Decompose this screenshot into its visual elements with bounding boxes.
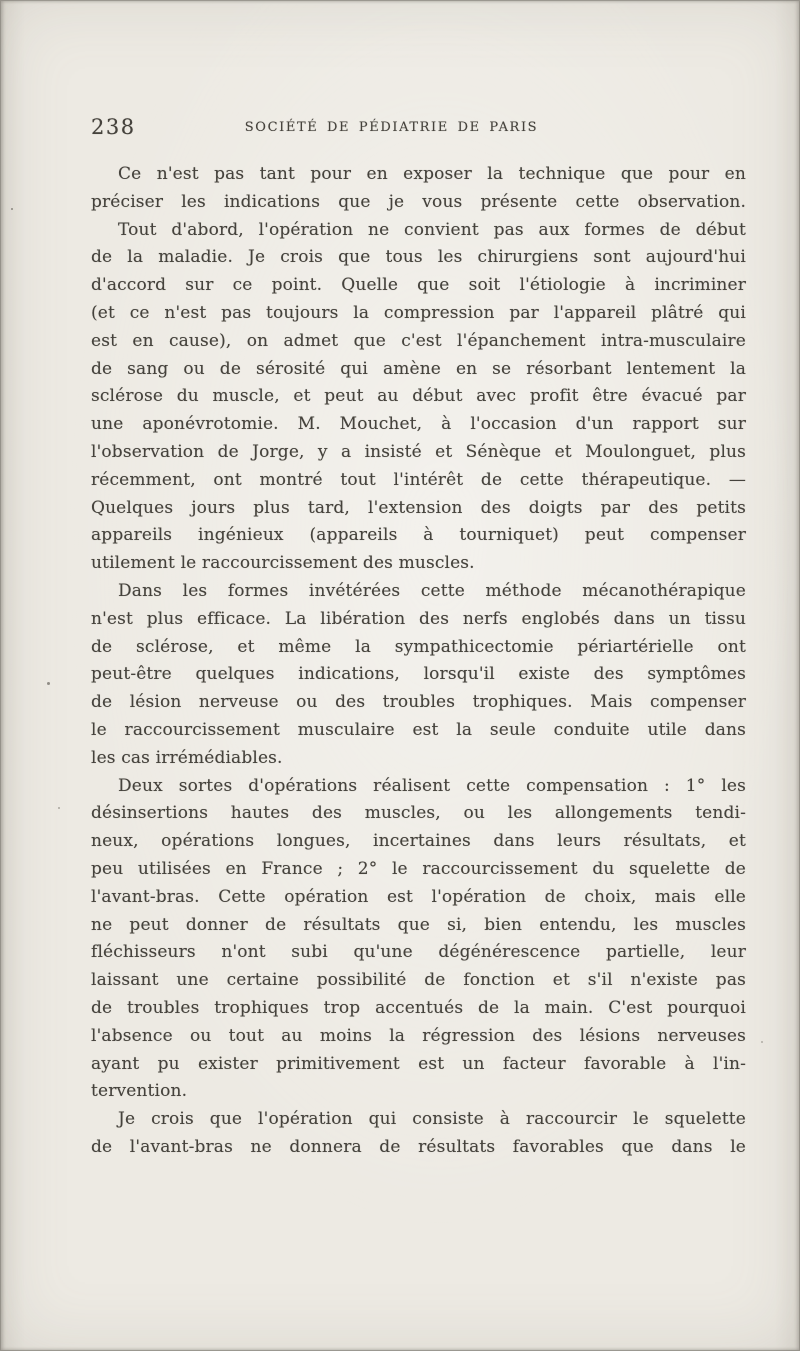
body-text <box>91 161 746 1162</box>
text-line: Ce n'est pas tant pour en exposer la technique que pour en <box>118 164 746 184</box>
text-line: tervention. <box>91 1081 188 1102</box>
text-line: récemment, ont montré tout l'intérêt de cette thérapeutique. — <box>91 469 746 490</box>
text-line: neux, opérations longues, incertaines dans leurs résultats, et <box>91 831 746 852</box>
text-line: Quelques jours plus tard, l'extension des doigts par des petits <box>91 497 746 518</box>
scan-speck <box>47 682 50 685</box>
paragraph <box>91 773 746 1107</box>
text-line: de sang ou de sérosité qui amène en se résorbant lentement la <box>91 358 746 379</box>
text-line: de troubles trophiques trop accentués de la main. C'est pourquoi <box>91 997 746 1018</box>
scan-speck <box>58 807 60 809</box>
text-line: n'est plus efficace. La libération des nerfs englobés dans un tissu <box>91 608 746 629</box>
text-line: préciser les indications que je vous présente cette observation. <box>91 191 746 212</box>
text-line: de la maladie. Je crois que tous les chirurgiens sont aujourd'hui <box>91 247 746 268</box>
text-line: de sclérose, et même la sympathicectomie périartérielle ont <box>91 636 746 657</box>
text-line: ayant pu exister primitivement est un facteur favorable à l'in- <box>91 1053 746 1074</box>
text-line: Deux sortes d'opérations réalisent cette compensation : 1° les <box>118 775 746 796</box>
text-line: sclérose du muscle, et peut au début avec profit être évacué par <box>91 386 746 407</box>
text-line: peu utilisées en France ; 2° le raccourcissement du squelette de <box>91 858 746 879</box>
text-line: l'observation de Jorge, y a insisté et Sénèque et Moulonguet, plus <box>91 441 746 462</box>
text-line: le raccourcissement musculaire est la seule conduite utile dans <box>91 719 746 740</box>
paragraph <box>91 217 746 578</box>
text-line: ne peut donner de résultats que si, bien entendu, les muscles <box>91 914 746 935</box>
text-line: fléchisseurs n'ont subi qu'une dégénérescence partielle, leur <box>91 942 746 963</box>
text-line: Tout d'abord, l'opération ne convient pas aux formes de début <box>118 219 746 240</box>
text-line: de l'avant-bras ne donnera de résultats favorables que dans le <box>91 1136 746 1157</box>
text-line: l'avant-bras. Cette opération est l'opération de choix, mais elle <box>91 886 746 907</box>
text-line: (et ce n'est pas toujours la compression par l'appareil plâtré qui <box>91 302 746 323</box>
scan-speck <box>11 208 13 210</box>
text-line: d'accord sur ce point. Quelle que soit l'étiologie à incriminer <box>91 275 746 296</box>
running-title: SOCIÉTÉ DE PÉDIATRIE DE PARIS <box>244 120 539 135</box>
text-line: l'absence ou tout au moins la régression des lésions nerveuses <box>91 1025 746 1046</box>
text-line: Je crois que l'opération qui consiste à raccourcir le squelette <box>118 1109 746 1130</box>
text-line: une aponévrotomie. M. Mouchet, à l'occasion d'un rapport sur <box>91 414 746 435</box>
text-line: est en cause), on admet que c'est l'épanchement intra-musculaire <box>91 330 746 351</box>
page-header <box>91 115 744 141</box>
paragraph <box>91 161 746 217</box>
page-number: 238 <box>91 115 136 139</box>
text-line: utilement le raccourcissement des muscles. <box>91 553 475 574</box>
text-line: désinsertions hautes des muscles, ou les allongements tendi- <box>91 803 746 824</box>
text-line: de lésion nerveuse ou des troubles trophiques. Mais compenser <box>91 692 746 713</box>
text-line: peut-être quelques indications, lorsqu'il existe des symptômes <box>91 664 746 685</box>
text-line: appareils ingénieux (appareils à tourniquet) peut compenser <box>91 525 746 546</box>
paragraph <box>91 1106 746 1162</box>
scan-speck <box>761 1041 763 1043</box>
text-line: laissant une certaine possibilité de fonction et s'il n'existe pas <box>91 970 746 991</box>
text-line: Dans les formes invétérées cette méthode mécanothérapique <box>118 580 746 601</box>
paragraph <box>91 578 746 773</box>
text-line: les cas irrémédiables. <box>91 747 283 768</box>
